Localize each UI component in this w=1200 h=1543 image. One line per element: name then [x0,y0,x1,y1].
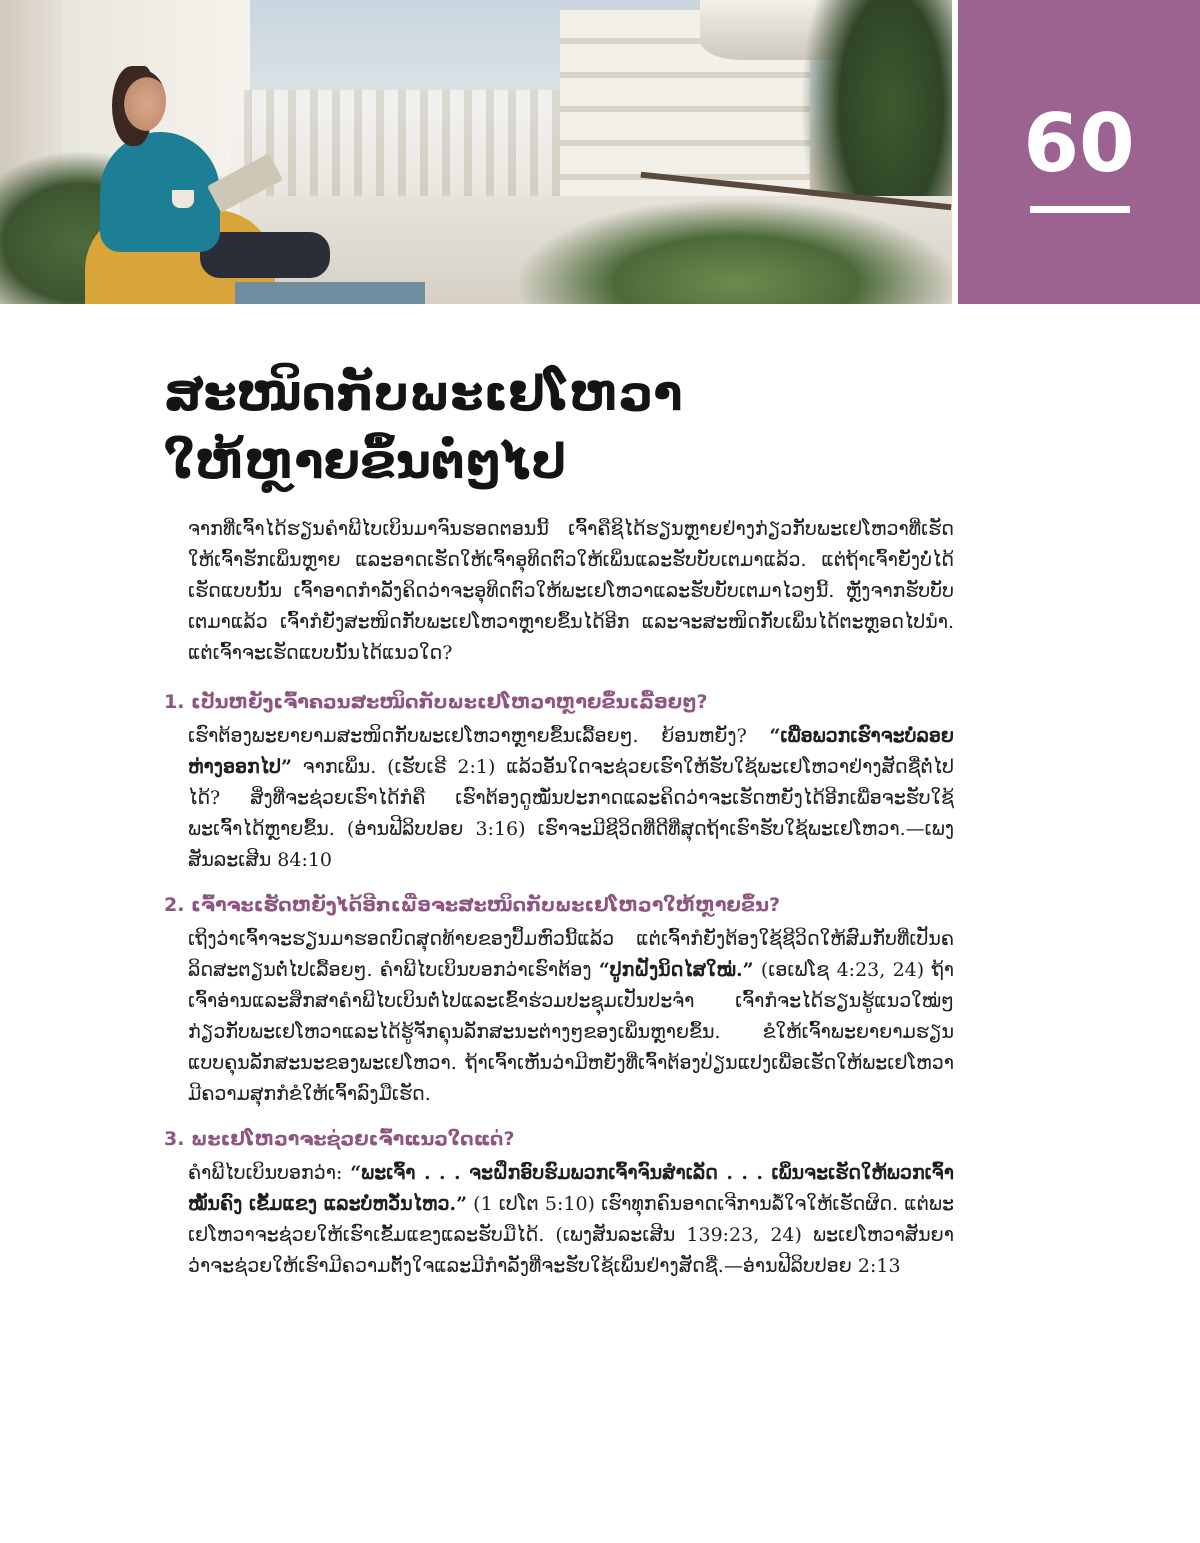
answer-quote: “ເພື່ອພວກເຮົາຈະບໍ່ລອຍຫ່າງອອກໄປ” [188,725,954,778]
answer-text: ຈາກເພິ່ນ. (ເຮັບເຣີ 2:1) ແລ້ວອັນໃດຈະຊ່ວຍເຮົາໃຫ້ຮັບໃຊ້ພະເຢໂຫວາຢ່າງສັດຊື່ຕໍ່ໄປໄດ້? ສິ່ງທີ່ຈະຊ່ວຍເຮົາໄດ້ກໍຄື ເຮົາຕ້ອງດູໝັ່ນປະກາດແລະຄິດວ່າຈະເຮັດຫຍັງໄດ້ອີກເພື່ອຈະຮັບໃຊ້ພະເຈົ້າໄດ້ຫຼາຍຂຶ້ນ. (ອ່ານຟີລິບປອຍ 3:16) ເຮົາຈະມີຊີວິດທີ່ດີທີ່ສຸດຖ້າເຮົາຮັບໃຊ້ພະເຢໂຫວາ.—ເພງສັນລະເສີນ 84:10 [188,756,954,871]
section-3 [164,1124,954,1282]
page-title-line-2: ໃຫ້ຫຼາຍຂຶ້ນຕໍ່ໆໄປ [164,434,567,490]
section-answer [188,924,954,1110]
page-title-line-1: ສະໜິດກັບພະເຢໂຫວາ [164,366,683,422]
hero-photo [0,0,952,304]
intro-paragraph: ຈາກທີ່ເຈົ້າໄດ້ຮຽນຄຳພີໄບເບິນມາຈົນຮອດຕອນນີ້ ເຈົ້າຄືຊິໄດ້ຮຽນຫຼາຍຢ່າງກ່ຽວກັບພະເຢໂຫວາທີ່ເຮັດໃຫ້ເຈົ້າຮັກເພິ່ນຫຼາຍ ແລະອາດເຮັດໃຫ້ເຈົ້າອຸທິດຕົວໃຫ້ເພິ່ນແລະຮັບບັບເຕມາແລ້ວ. ແຕ່ຖ້າເຈົ້າຍັງບໍ່ໄດ້ເຮັດແບບນັ້ນ ເຈົ້າອາດກຳລັງຄິດວ່າຈະອຸທິດຕົວໃຫ້ພະເຢໂຫວາແລະຮັບບັບເຕມາໄວໆນີ້. ຫຼັງຈາກຮັບບັບເຕມາແລ້ວ ເຈົ້າກໍຍັງສະໜິດກັບພະເຢໂຫວາຫຼາຍຂຶ້ນໄດ້ອີກ ແລະຈະສະໜິດກັບເພິ່ນໄດ້ຕະຫຼອດໄປນຳ. ແຕ່ເຈົ້າຈະເຮັດແບບນັ້ນໄດ້ແນວໃດ? [188,518,954,664]
section-1 [164,687,954,876]
section-question: 3. ພະເຢໂຫວາຈະຊ່ວຍເຈົ້າແນວໃດແດ່? [164,1128,515,1150]
section-2 [164,890,954,1110]
answer-quote: “ປູກຝັງນິດໄສໃໝ່.” [598,959,754,981]
person-legs [200,232,330,278]
answer-text: (ເອເຟໂຊ 4:23, 24) ຖ້າເຈົ້າອ່ານແລະສຶກສາຄຳພີໄບເບິນຕໍ່ໄປແລະເຂົ້າຮ່ວມປະຊຸມເປັນປະຈຳ ເຈົ້າກໍຈະໄດ້ຮຽນຮູ້ແນວໃໝ່ໆກ່ຽວກັບພະເຢໂຫວາແລະໄດ້ຮູ້ຈັກຄຸນລັກສະນະຕ່າງໆຂອງເພິ່ນຫຼາຍຂຶ້ນ. ຂໍໃຫ້ເຈົ້າພະຍາຍາມຮຽນແບບຄຸນລັກສະນະຂອງພະເຢໂຫວາ. ຖ້າເຈົ້າເຫັນວ່າມີຫຍັງທີ່ເຈົ້າຕ້ອງປ່ຽນແປງເພື່ອເຮັດໃຫ້ພະເຢໂຫວາມີຄວາມສຸກກໍຂໍໃຫ້ເຈົ້າລົງມືເຮັດ. [188,959,954,1105]
chapter-number: 60 [1023,97,1135,190]
section-answer [188,721,954,876]
answer-text: ເຖິງວ່າເຈົ້າຈະຮຽນມາຮອດບົດສຸດທ້າຍຂອງປຶ້ມຫົວນີ້ແລ້ວ ແຕ່ເຈົ້າກໍຍັງຕ້ອງໃຊ້ຊີວິດໃຫ້ສົມກັບທີ່ເປັນຄລິດສະຕຽນຕໍ່ໄປເລື້ອຍໆ. ຄຳພີໄບເບິນບອກວ່າເຮົາຕ້ອງ [188,928,954,981]
person-head [118,70,166,132]
section-question: 2. ເຈົ້າຈະເຮັດຫຍັງໄດ້ອີກເພື່ອຈະສະໜິດກັບພະເຢໂຫວາໃຫ້ຫຼາຍຂຶ້ນ? [164,894,780,916]
article-body [164,514,954,1296]
answer-quote: “ພະເຈົ້າ . . . ຈະຝຶກອົບຮົມພວກເຈົ້າຈົນສຳເລັດ . . . ເພິ່ນຈະເຮັດໃຫ້ພວກເຈົ້າໝັ້ນຄົງ ເຂັ້ມແຂງ ແລະບໍ່ຫວັ່ນໄຫວ.” [188,1162,954,1215]
page-title [164,360,964,496]
plants-right [520,200,952,304]
chapter-badge [958,0,1200,304]
person-body [100,132,220,252]
section-question: 1. ເປັນຫຍັງເຈົ້າຄວນສະໜິດກັບພະເຢໂຫວາຫຼາຍຂຶ້ນເລື້ອຍໆ? [164,691,708,713]
table [235,282,425,304]
section-answer [188,1158,954,1282]
answer-text: (1 ເປໂຕ 5:10) ເຮົາທຸກຄົນອາດເຈີການລໍ້ໃຈໃຫ້ເຮັດຜິດ. ແຕ່ພະເຢໂຫວາຈະຊ່ວຍໃຫ້ເຮົາເຂັ້ມແຂງແລະຮັບມືໄດ້. (ເພງສັນລະເສີນ 139:23, 24) ພະເຢໂຫວາສັນຍາວ່າຈະຊ່ວຍໃຫ້ເຮົາມີຄວາມຕັ້ງໃຈແລະມີກຳລັງທີ່ຈະຮັບໃຊ້ເພິ່ນຢ່າງສັດຊື່.—ອ່ານຟີລິບປອຍ 2:13 [188,1193,954,1277]
answer-text: ຄຳພີໄບເບິນບອກວ່າ: [188,1162,351,1184]
chapter-number-underline [1030,206,1130,213]
cup [172,190,194,208]
answer-text: ເຮົາຕ້ອງພະຍາຍາມສະໜິດກັບພະເຢໂຫວາຫຼາຍຂຶ້ນເລື້ອຍໆ. ຍ້ອນຫຍັງ? [188,725,770,747]
